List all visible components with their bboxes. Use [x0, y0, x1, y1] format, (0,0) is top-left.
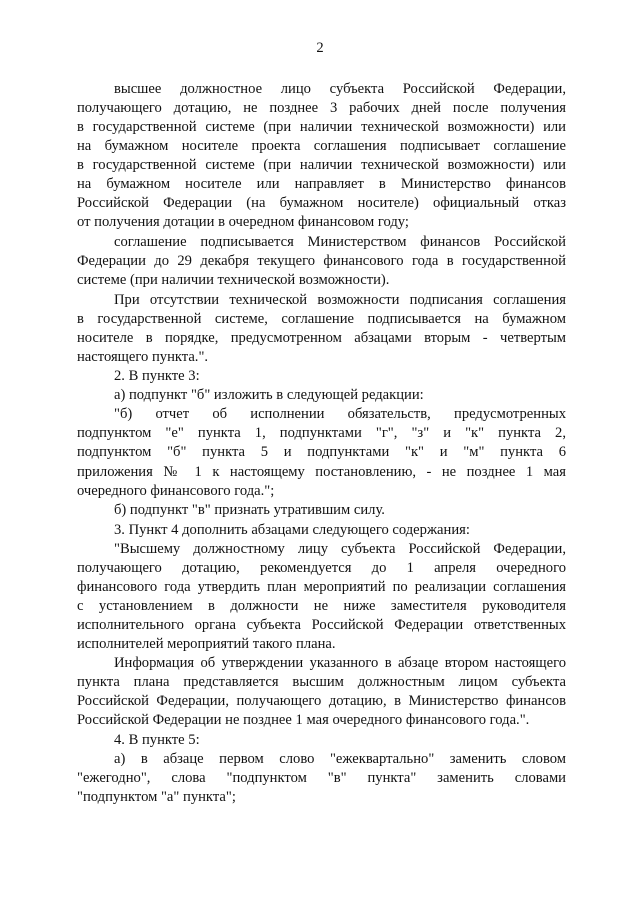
text-line: Российской Федерации, получающего дотацию, в Министерство финансов — [77, 693, 566, 709]
text-line: получающего дотацию, рекомендуется до 1 апреля очередного — [77, 560, 566, 576]
text-line: в государственной системе, соглашение подписывается на бумажном — [77, 311, 566, 327]
text-line: подпунктом "е" пункта 1, подпунктами "г", "з" и "к" пункта 2, — [77, 425, 566, 441]
text-line: "Высшему должностному лицу субъекта Российской Федерации, — [114, 541, 566, 557]
text-line: с установлением в должности не ниже заместителя руководителя — [77, 598, 566, 614]
page-number: 2 — [316, 40, 324, 56]
text-line: Российской Федерации (на бумажном носителе) официальный отказ — [77, 195, 566, 211]
text-line: соглашение подписывается Министерством финансов Российской — [114, 234, 566, 250]
text-line: получающего дотацию, не позднее 3 рабочих дней после получения — [77, 100, 566, 116]
text-line: приложения № 1 к настоящему постановлению, - не позднее 1 мая — [77, 464, 566, 480]
text-line: на бумажном носителе или направляет в Министерство финансов — [77, 176, 566, 192]
text-line: на бумажном носителе проекта соглашения подписывает соглашение — [77, 138, 566, 154]
text-line: б) подпункт "в" признать утратившим силу. — [114, 502, 385, 518]
text-line: высшее должностное лицо субъекта Российской Федерации, — [114, 81, 566, 97]
text-line: системе (при наличии технической возможности). — [77, 272, 390, 288]
text-line: исполнителей мероприятий такого плана. — [77, 636, 336, 652]
text-line: Федерации до 29 декабря текущего финансового года в государственной — [77, 253, 566, 269]
text-line: исполнительного органа субъекта Российской Федерации ответственных — [77, 617, 566, 633]
text-line: от получения дотации в очередном финансовом году; — [77, 214, 409, 230]
text-line: в государственной системе (при наличии технической возможности) или — [77, 157, 566, 173]
text-line: "ежегодно", слова "подпунктом "в" пункта" заменить словами — [77, 770, 566, 786]
text-line: "подпунктом "а" пункта"; — [77, 789, 236, 805]
text-line: подпунктом "б" пункта 5 и подпунктами "к" и "м" пункта 6 — [77, 444, 566, 460]
text-line: а) в абзаце первом слово "ежеквартально" заменить словом — [114, 751, 566, 767]
text-line: При отсутствии технической возможности подписания соглашения — [114, 292, 566, 308]
text-line: а) подпункт "б" изложить в следующей редакции: — [114, 387, 424, 403]
text-line: финансового года утвердить план мероприятий по реализации соглашения — [77, 579, 566, 595]
text-line: 2. В пункте 3: — [114, 368, 200, 384]
text-line: в государственной системе (при наличии технической возможности) или — [77, 119, 566, 135]
text-line: "б) отчет об исполнении обязательств, предусмотренных — [114, 406, 566, 422]
text-line: 4. В пункте 5: — [114, 732, 200, 748]
text-line: пункта плана представляется высшим должностным лицом субъекта — [77, 674, 566, 690]
text-line: 3. Пункт 4 дополнить абзацами следующего содержания: — [114, 522, 470, 538]
text-line: Информация об утверждении указанного в абзаце втором настоящего — [114, 655, 566, 671]
text-line: очередного финансового года."; — [77, 483, 275, 499]
text-line: Российской Федерации не позднее 1 мая очередного финансового года.". — [77, 712, 530, 728]
text-line: носителе в порядке, предусмотренном абзацами вторым - четвертым — [77, 330, 566, 346]
text-line: настоящего пункта.". — [77, 349, 209, 365]
